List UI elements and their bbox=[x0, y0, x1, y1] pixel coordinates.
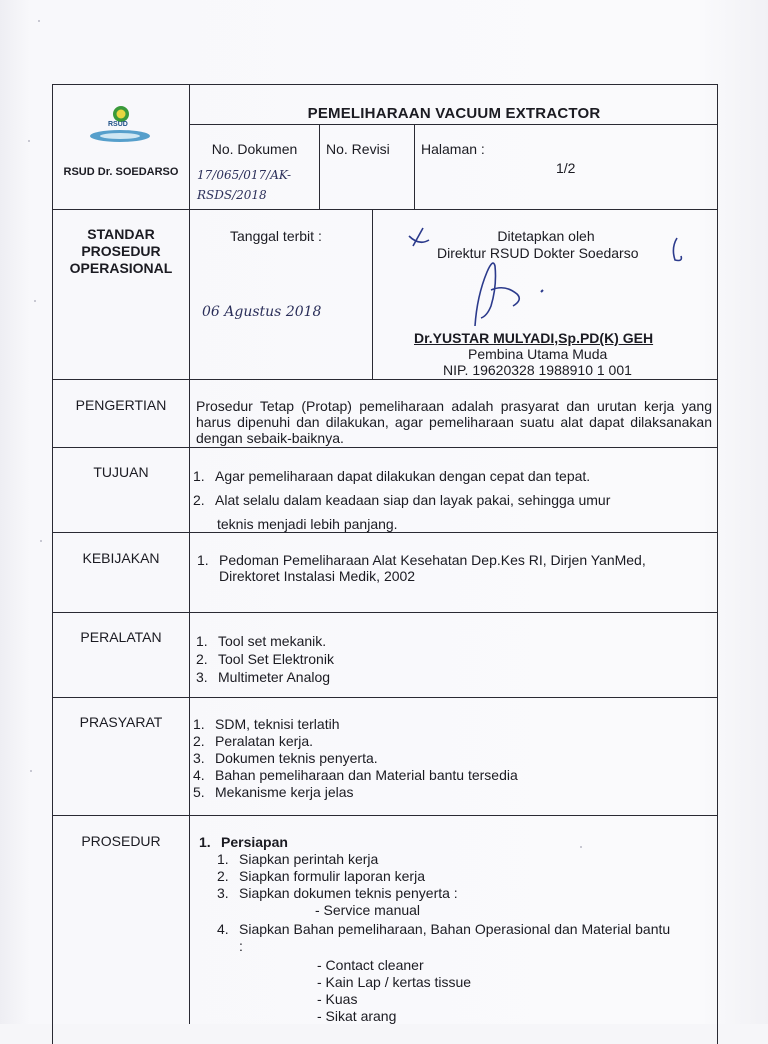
no-dokumen-value-2: RSDS/2018 bbox=[197, 188, 267, 202]
list-item bbox=[217, 921, 711, 938]
list-number: 4. bbox=[217, 921, 229, 937]
table-rule bbox=[52, 697, 718, 698]
list-text: Dokumen teknis penyerta. bbox=[215, 750, 378, 766]
scan-speck bbox=[30, 770, 32, 772]
heading-text: Persiapan bbox=[221, 834, 288, 850]
signer-nip: NIP. 19620328 1988910 1 001 bbox=[443, 362, 632, 378]
list-number: 2. bbox=[193, 492, 205, 508]
no-dokumen-label: No. Dokumen bbox=[211, 141, 298, 157]
list-item bbox=[193, 468, 713, 484]
list-item bbox=[193, 716, 693, 733]
sub-item: - Service manual bbox=[315, 902, 421, 918]
list-text: Peralatan kerja. bbox=[215, 733, 314, 749]
scan-speck bbox=[34, 300, 36, 302]
list-number: 1. bbox=[199, 834, 211, 850]
scan-speck bbox=[40, 540, 42, 542]
list-number: 2. bbox=[217, 868, 229, 884]
document-title: PEMELIHARAAN VACUUM EXTRACTOR bbox=[307, 105, 601, 122]
sop-title bbox=[53, 226, 189, 277]
prasyarat-list bbox=[193, 716, 693, 801]
list-number: 1. bbox=[197, 552, 209, 568]
peralatan-label: PERALATAN bbox=[80, 629, 162, 645]
list-text-continued: teknis menjadi lebih panjang. bbox=[217, 516, 398, 532]
list-item bbox=[193, 784, 693, 801]
list-item bbox=[217, 885, 711, 902]
list-number: 4. bbox=[193, 767, 205, 783]
org-name: RSUD Dr. SOEDARSO bbox=[63, 166, 179, 178]
table-rule bbox=[52, 612, 718, 613]
peralatan-list bbox=[196, 632, 696, 686]
list-number: 3. bbox=[217, 885, 229, 901]
kebijakan-label: KEBIJAKAN bbox=[82, 550, 160, 566]
table-rule bbox=[189, 84, 190, 1024]
list-item bbox=[193, 733, 693, 750]
table-rule bbox=[319, 124, 320, 209]
sop-title-line: OPERASIONAL bbox=[69, 260, 173, 276]
list-text: SDM, teknisi terlatih bbox=[215, 716, 340, 732]
prosedur-steps bbox=[199, 851, 711, 955]
list-number: 3. bbox=[193, 750, 205, 766]
table-rule bbox=[52, 532, 718, 533]
list-colon: : bbox=[239, 938, 243, 954]
sub-item: - Contact cleaner bbox=[317, 957, 424, 973]
list-number: 1. bbox=[196, 633, 208, 649]
table-rule bbox=[52, 379, 718, 380]
list-text: Siapkan Bahan pemeliharaan, Bahan Operasional dan Material bantu bbox=[239, 921, 671, 937]
ditetapkan-oleh: Ditetapkan oleh bbox=[497, 228, 595, 244]
sop-title-line: STANDAR bbox=[87, 226, 155, 242]
prosedur-heading bbox=[199, 834, 711, 851]
list-text: Tool Set Elektronik bbox=[218, 651, 334, 667]
list-item bbox=[217, 851, 711, 868]
table-rule bbox=[189, 124, 718, 125]
list-number: 2. bbox=[196, 651, 208, 667]
sub-item: - Kuas bbox=[317, 991, 358, 1007]
list-item bbox=[193, 492, 713, 508]
list-text: Siapkan perintah kerja bbox=[239, 851, 379, 867]
list-item bbox=[196, 632, 696, 650]
list-number: 1. bbox=[193, 468, 205, 484]
ditetapkan-jabatan: Direktur RSUD Dokter Soedarso bbox=[437, 245, 639, 261]
sub-item: - Kain Lap / kertas tissue bbox=[317, 974, 472, 990]
list-item bbox=[217, 868, 711, 885]
tanggal-value: 06 Agustus 2018 bbox=[202, 304, 322, 320]
list-item bbox=[193, 767, 693, 784]
kebijakan-list bbox=[197, 552, 713, 584]
list-text: Tool set mekanik. bbox=[218, 633, 327, 649]
list-text: Bahan pemeliharaan dan Material bantu tersedia bbox=[215, 767, 518, 783]
list-text: Siapkan dokumen teknis penyerta : bbox=[239, 885, 458, 901]
list-number: 5. bbox=[193, 784, 205, 800]
tujuan-label: TUJUAN bbox=[93, 464, 149, 480]
pengertian-label: PENGERTIAN bbox=[75, 397, 167, 413]
signature bbox=[405, 226, 685, 336]
scan-speck bbox=[28, 140, 30, 142]
list-item bbox=[196, 668, 696, 686]
logo-text: RSUD bbox=[108, 121, 128, 128]
prosedur-content bbox=[199, 834, 711, 1025]
list-item bbox=[197, 552, 713, 568]
material-list bbox=[199, 957, 711, 1025]
table-rule bbox=[52, 447, 718, 448]
halaman-label: Halaman : bbox=[421, 141, 485, 157]
pengertian-text: Prosedur Tetap (Protap) pemeliharaan adalah prasyarat dan urutan kerja yang harus dipenuhi dan dilakukan, agar pemeliharaan suatu alat dapat dilaksanakan dengan sebaik-baiknya. bbox=[196, 398, 712, 446]
tujuan-list bbox=[193, 468, 713, 532]
table-rule bbox=[52, 209, 718, 210]
list-text: Multimeter Analog bbox=[218, 669, 331, 685]
table-rule bbox=[414, 124, 415, 209]
tanggal-label: Tanggal terbit : bbox=[230, 228, 322, 244]
halaman-value: 1/2 bbox=[556, 160, 576, 176]
list-number: 1. bbox=[193, 716, 205, 732]
scan-speck bbox=[38, 20, 40, 22]
list-number: 1. bbox=[217, 851, 229, 867]
list-item bbox=[193, 750, 693, 767]
list-text-continued: Direktoret Instalasi Medik, 2002 bbox=[219, 568, 416, 584]
table-rule bbox=[372, 209, 373, 379]
table-rule bbox=[52, 815, 718, 816]
list-text: Siapkan formulir laporan kerja bbox=[239, 868, 425, 884]
no-revisi-label: No. Revisi bbox=[326, 141, 390, 157]
list-text: Alat selalu dalam keadaan siap dan layak pakai, sehingga umur bbox=[215, 492, 611, 508]
prasyarat-label: PRASYARAT bbox=[79, 714, 163, 730]
no-dokumen-value: 17/065/017/AK- bbox=[197, 168, 292, 182]
list-text: Agar pemeliharaan dapat dilakukan dengan cepat dan tepat. bbox=[215, 468, 591, 484]
hospital-logo bbox=[88, 102, 152, 146]
list-text: Pedoman Pemeliharaan Alat Kesehatan Dep.Kes RI, Dirjen YanMed, bbox=[219, 552, 646, 568]
list-text: Mekanisme kerja jelas bbox=[215, 784, 354, 800]
signer-rank: Pembina Utama Muda bbox=[468, 346, 608, 362]
signer-name: Dr.YUSTAR MULYADI,Sp.PD(K) GEH bbox=[414, 330, 654, 346]
list-number: 2. bbox=[193, 733, 205, 749]
list-number: 3. bbox=[196, 669, 208, 685]
prosedur-label: PROSEDUR bbox=[81, 833, 161, 849]
sub-item: - Sikat arang bbox=[317, 1008, 397, 1024]
list-item bbox=[196, 650, 696, 668]
sop-title-line: PROSEDUR bbox=[81, 243, 161, 259]
